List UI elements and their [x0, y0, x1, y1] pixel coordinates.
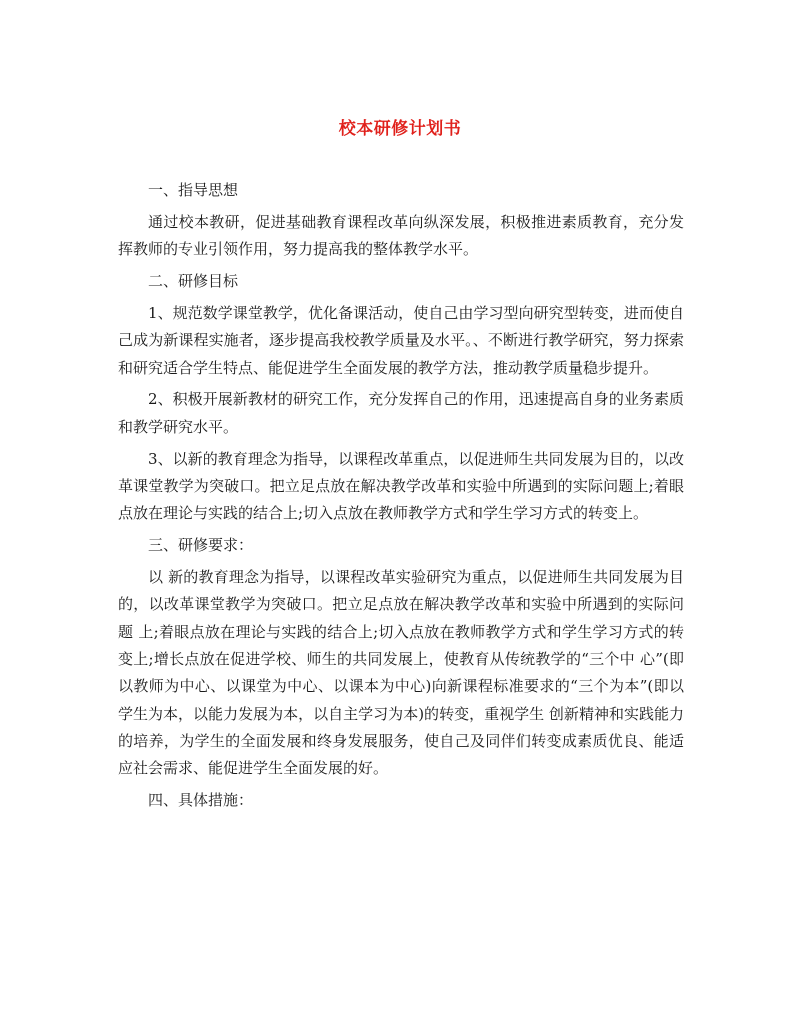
section-heading-measures: 四、具体措施：: [148, 790, 254, 809]
paragraph-goal-2: 2、积极开展新教材的研究工作，充分发挥自己的作用，迅速提高自身的业务素质和教学研究水平。: [118, 390, 684, 436]
paragraph-goal-3: 3、以新的教育理念为指导，以课程改革重点，以促进师生共同发展为目的，以改革课堂教学为突破口。把立足点放在解决教学改革和实验中所遇到的实际问题上;着眼点放在理论与实践的结合上;切入点放在教师教学方式和学生学习方式的转变上。: [118, 449, 684, 523]
section-heading-goals: 二、研修目标: [148, 272, 239, 291]
section-heading-guiding-thought: 一、指导思想: [148, 181, 239, 199]
paragraph-guiding-thought: 通过校本教研，促进基础教育课程改革向纵深发展，积极推进素质教育，充分发挥教师的专业引领作用，努力提高我的整体教学水平。: [118, 212, 684, 259]
document-body: [118, 177, 684, 819]
document-title: 校本研修计划书: [338, 119, 462, 139]
paragraph-goal-1: 1、规范数学课堂教学，优化备课活动，使自己由学习型向研究型转变，进而使自己成为新课程实施者，逐步提高我校教学质量及水平。、不断进行教学研究，努力探索和研究适合学生特点、能促进学生全面发展的教学方法，推动教学质量稳步提升。: [118, 303, 684, 377]
section-heading-requirements: 三、研修要求：: [148, 536, 254, 555]
paragraph-requirements: 以 新的教育理念为指导，以课程改革实验研究为重点，以促进师生共同发展为目的，以改革课堂教学为突破口。把立足点放在解决教学改革和实验中所遇到的实际问题 上;着眼点放在理论与实践的结合上;切入点放在教师教学方式和学生学习方式的转变上;增长点放在促进学校、师生的共同发展上，使教育从传统教学的“三个中 心”(即以教师为中心、以课堂为中心、以课本为中心)向新课程标准要求的“三个为本”(即以学生为本，以能力发展为本，以自主学习为本)的转变，重视学生 创新精神和实践能力的培养，为学生的全面发展和终身发展服务，使自己及同伴们转变成素质优良、能适应社会需求、能促进学生全面发展的好。: [118, 568, 684, 778]
